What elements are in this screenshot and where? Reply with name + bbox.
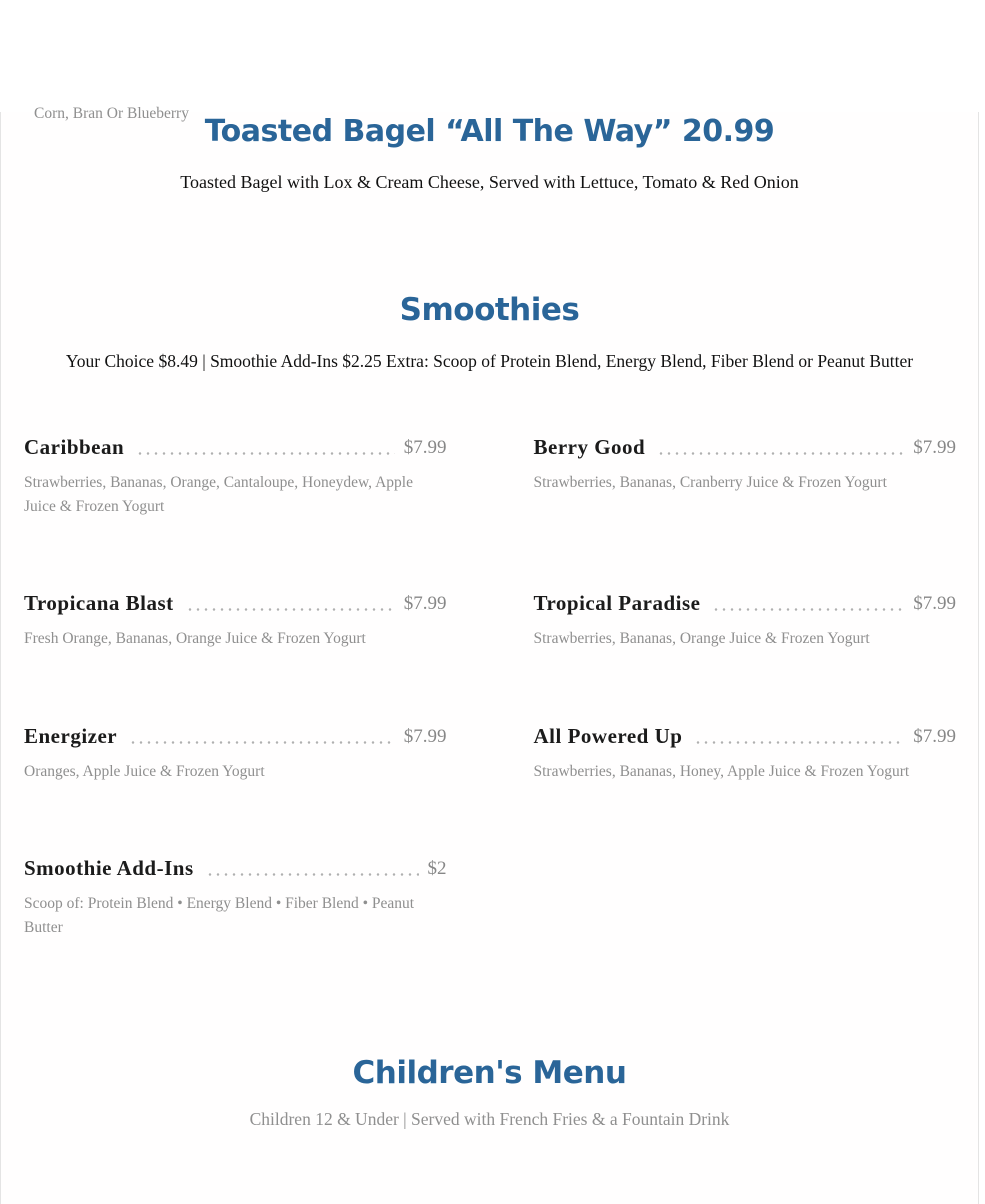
- menu-item-description: Strawberries, Bananas, Orange, Cantaloupe, Honeydew, Apple Juice & Frozen Yogurt: [24, 474, 413, 515]
- menu-item-header: [534, 589, 957, 617]
- menu-item-header: [24, 854, 447, 882]
- menu-item-header: [24, 722, 447, 750]
- menu-page: [0, 105, 979, 1204]
- menu-item-smoothie-add-ins: [24, 854, 447, 939]
- menu-item-price: $7.99: [913, 593, 956, 614]
- menu-item-tropical-paradise: [534, 589, 957, 651]
- menu-item-price: $7.99: [403, 725, 447, 747]
- menu-item-energizer: [24, 722, 447, 784]
- dotted-leader: [186, 608, 395, 611]
- smoothies-section-title: Smoothies: [399, 292, 580, 328]
- smoothies-menu-grid: [1, 433, 978, 1010]
- menu-item-name: All Powered Up: [533, 723, 683, 748]
- featured-item-title: Toasted Bagel “All The Way” 20.99: [204, 114, 775, 149]
- dotted-leader: [712, 608, 904, 611]
- menu-item-berry-good: [534, 433, 957, 495]
- smoothies-section-subtitle: Your Choice $8.49 | Smoothie Add-Ins $2.25 Extra: Scoop of Protein Blend, Energy Blend, Fiber Blend or Peanut Butter: [65, 351, 914, 371]
- menu-item-header: [534, 722, 957, 750]
- menu-item-price: $7.99: [913, 725, 956, 747]
- menu-item-description: Strawberries, Bananas, Honey, Apple Juice & Frozen Yogurt: [533, 762, 910, 780]
- menu-item-price: $7.99: [403, 593, 447, 614]
- menu-item-description: Fresh Orange, Bananas, Orange Juice & Frozen Yogurt: [24, 630, 366, 647]
- menu-item-description: Strawberries, Bananas, Orange Juice & Frozen Yogurt: [533, 630, 870, 647]
- menu-item-price: $7.99: [913, 437, 956, 458]
- dotted-leader: [657, 452, 904, 455]
- menu-item-caribbean: [24, 433, 447, 518]
- menu-item-tropicana-blast: [24, 589, 447, 651]
- menu-item-name: Tropicana Blast: [24, 591, 174, 615]
- menu-item-name: Tropical Paradise: [533, 591, 701, 615]
- menu-item-price: $7.99: [403, 437, 447, 458]
- dotted-leader: [129, 741, 395, 744]
- menu-item-name: Caribbean: [24, 435, 125, 459]
- menu-item-description: Strawberries, Bananas, Cranberry Juice & Frozen Yogurt: [533, 474, 887, 491]
- menu-item-description: Oranges, Apple Juice & Frozen Yogurt: [24, 762, 265, 780]
- menu-item-header: [24, 589, 447, 617]
- dotted-leader: [206, 873, 419, 876]
- menu-item-name: Smoothie Add-Ins: [24, 856, 194, 880]
- menu-item-name: Energizer: [24, 723, 118, 748]
- previous-section-partial-text: Corn, Bran Or Blueberry: [34, 105, 189, 122]
- menu-item-header: [534, 433, 957, 461]
- menu-item-name: Berry Good: [533, 435, 646, 459]
- dotted-leader: [136, 452, 395, 455]
- menu-item-price: $2: [427, 858, 447, 879]
- menu-item-all-powered-up: [534, 722, 957, 784]
- children-section-title: Children's Menu: [352, 1055, 627, 1091]
- dotted-leader: [694, 741, 904, 744]
- featured-item-description: Toasted Bagel with Lox & Cream Cheese, Served with Lettuce, Tomato & Red Onion: [180, 172, 799, 192]
- menu-item-description: Scoop of: Protein Blend • Energy Blend • Fiber Blend • Peanut Butter: [24, 895, 415, 936]
- children-section-subtitle-partial: Children 12 & Under | Served with French Fries & a Fountain Drink: [249, 1109, 730, 1129]
- menu-item-header: [24, 433, 447, 461]
